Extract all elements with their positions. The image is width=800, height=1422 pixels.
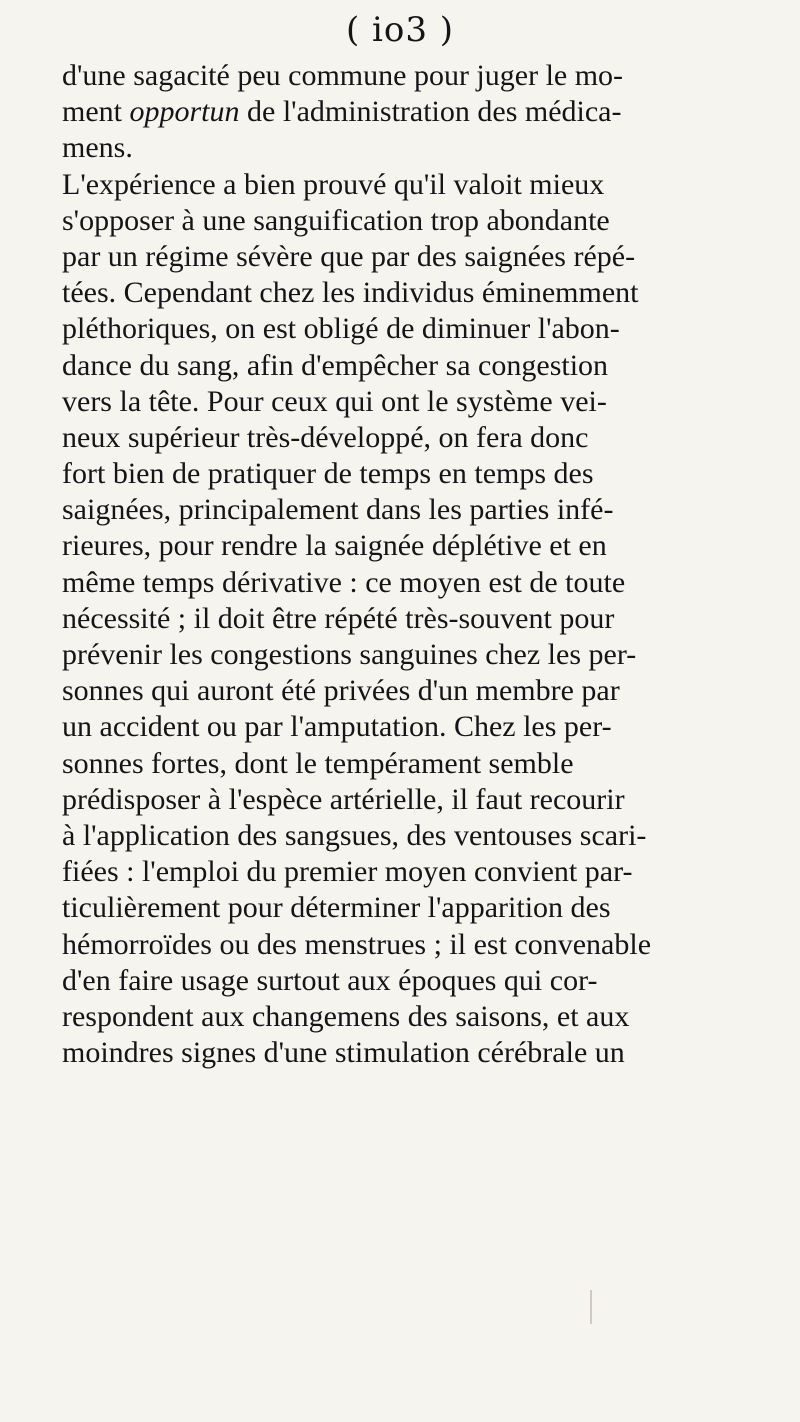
text-line: un accident ou par l'amputation. Chez les per- xyxy=(62,710,612,744)
text-line: même temps dérivative : ce moyen est de toute xyxy=(62,565,626,599)
text-line: neux supérieur très-développé, on fera donc xyxy=(62,420,589,454)
text-line: d'en faire usage surtout aux époques qui cor- xyxy=(62,963,598,997)
text-line: sonnes fortes, dont le tempérament semble xyxy=(62,746,574,780)
text-run: ment xyxy=(62,95,130,129)
text-line: nécessité ; il doit être répété très-souvent pour xyxy=(62,601,615,635)
text-run: de l'administration des médica- xyxy=(239,95,622,129)
text-line: moindres signes d'une stimulation cérébrale un xyxy=(62,1036,625,1070)
text-line: mens. xyxy=(62,131,133,165)
text-line: s'opposer à une sanguification trop abondante xyxy=(62,203,610,237)
text-line: sonnes qui auront été privées d'un membre par xyxy=(62,674,620,708)
text-line: rieures, pour rendre la saignée déplétive et en xyxy=(62,529,607,563)
text-line: par un régime sévère que par des saignées répé- xyxy=(62,239,636,273)
text-line: dance du sang, afin d'empêcher sa congestion xyxy=(62,348,609,382)
text-line: tées. Cependant chez les individus éminemment xyxy=(62,276,639,310)
italic-word: opportun xyxy=(129,95,240,129)
body-text xyxy=(62,58,762,1071)
text-line: L'expérience a bien prouvé qu'il valoit mieux xyxy=(62,167,605,201)
text-line: prédisposer à l'espèce artérielle, il faut recourir xyxy=(62,782,625,816)
text-line: d'une sagacité peu commune pour juger le mo- xyxy=(62,59,624,92)
text-line: fort bien de pratiquer de temps en temps des xyxy=(62,457,594,491)
text-line xyxy=(62,94,762,130)
text-line: fiées : l'emploi du premier moyen convient par- xyxy=(62,855,633,889)
text-line: vers la tête. Pour ceux qui ont le système vei- xyxy=(62,384,607,418)
text-line: à l'application des sangsues, des ventouses scari- xyxy=(62,818,647,852)
paper-mark xyxy=(590,1290,592,1324)
page-number: ( io3 ) xyxy=(345,10,455,50)
text-line: saignées, principalement dans les parties infé- xyxy=(62,493,614,527)
text-line: prévenir les congestions sanguines chez les per- xyxy=(62,638,637,671)
text-line: hémorroïdes ou des menstrues ; il est convenable xyxy=(62,927,652,961)
text-line: pléthoriques, on est obligé de diminuer l'abon- xyxy=(62,312,620,346)
text-line: ticulièrement pour déterminer l'apparition des xyxy=(62,891,611,925)
text-line: respondent aux changemens des saisons, et aux xyxy=(62,999,630,1033)
